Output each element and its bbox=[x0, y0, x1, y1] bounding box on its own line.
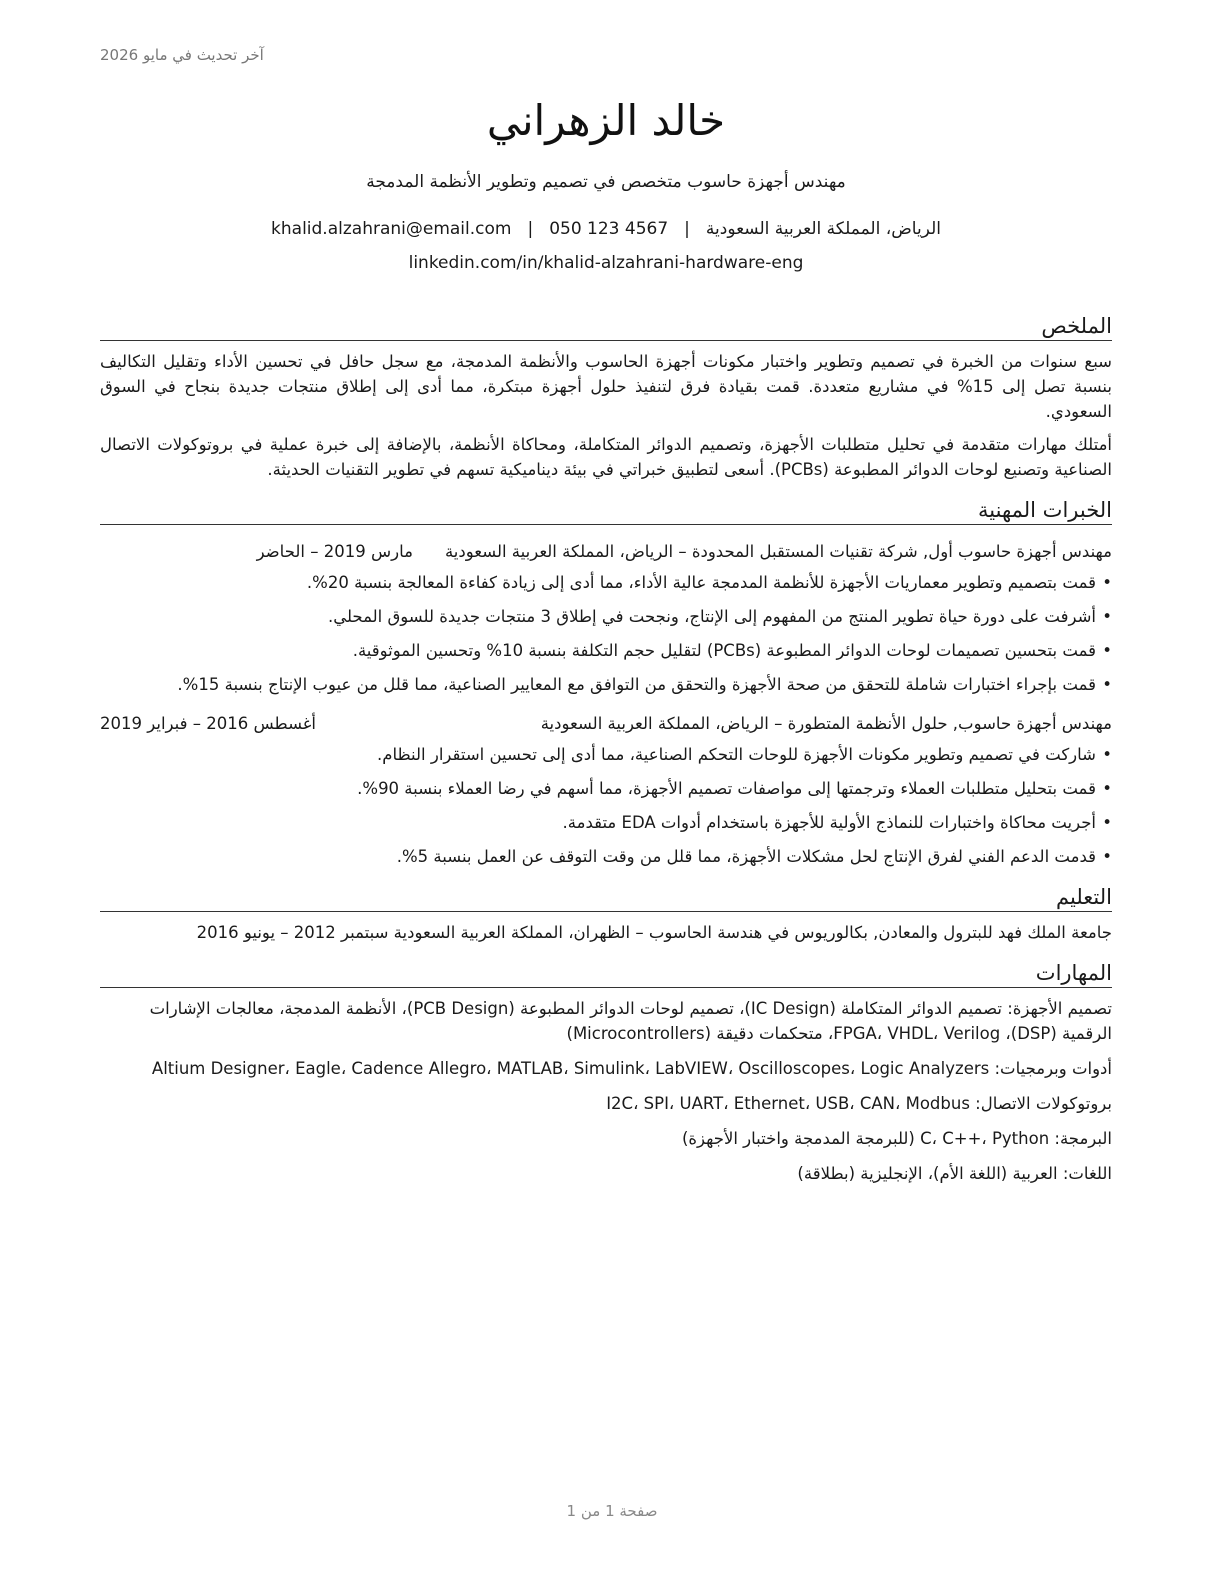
job-bullet: • قدمت الدعم الفني لفرق الإنتاج لحل مشكلات الأجهزة، مما قلل من وقت التوقف عن العمل بنسبة 5%. bbox=[100, 844, 1112, 869]
job-bullet: • قمت بتصميم وتطوير معماريات الأجهزة للأنظمة المدمجة عالية الأداء، مما أدى إلى زيادة كفاءة المعالجة بنسبة 20%. bbox=[100, 570, 1112, 595]
education-section bbox=[100, 883, 1112, 945]
job-bullet: • قمت بتحسين تصميمات لوحات الدوائر المطبوعة (PCBs) لتقليل حجم التكلفة بنسبة 10% وتحسين الموثوقية. bbox=[100, 638, 1112, 663]
job-title-company: مهندس أجهزة حاسوب, حلول الأنظمة المتطورة – الرياض، المملكة العربية السعودية bbox=[540, 714, 1112, 733]
job-dates: مارس 2019 – الحاضر bbox=[256, 542, 413, 561]
skill-line: تصميم الأجهزة: تصميم الدوائر المتكاملة (IC Design)، تصميم لوحات الدوائر المطبوعة (PCB Design)، الأنظمة المدمجة، معالجات الإشارات الرقمية (DSP)، FPGA، VHDL، Verilog، متحكمات دقيقة (Microcontrollers) bbox=[149, 999, 1112, 1043]
experience-section bbox=[100, 496, 1112, 869]
job-bullet: • أجريت محاكاة واختبارات للنماذج الأولية للأجهزة باستخدام أدوات EDA متقدمة. bbox=[100, 810, 1112, 835]
job-bullet: • قمت بتحليل متطلبات العملاء وترجمتها إلى مواصفات تصميم الأجهزة، مما أسهم في رضا العملاء بنسبة 90%. bbox=[100, 776, 1112, 801]
job-bullet: • قمت بإجراء اختبارات شاملة للتحقق من صحة الأجهزة والتحقق من التوافق مع المعايير الصناعية، مما قلل من عيوب الإنتاج بنسبة 15%. bbox=[100, 672, 1112, 697]
job-bullets bbox=[100, 570, 1112, 697]
job-entry bbox=[100, 539, 1112, 697]
skill-line: أدوات وبرمجيات: Altium Designer، Eagle، Cadence Allegro، MATLAB، Simulink، LabVIEW، Oscilloscopes، Logic Analyzers bbox=[151, 1059, 1112, 1078]
contact-location: الرياض، المملكة العربية السعودية bbox=[705, 219, 941, 239]
contact-email[interactable]: khalid.alzahrani@email.com bbox=[271, 219, 512, 239]
contact-phone: 050 123 4567 bbox=[549, 219, 669, 239]
summary-paragraph: أمتلك مهارات متقدمة في تحليل متطلبات الأجهزة، وتصميم الدوائر المتكاملة، ومحاكاة الأنظمة، بالإضافة إلى خبرة عملية في بروتوكولات الاتصال الصناعية وتصنيع لوحات الدوائر المطبوعة (PCBs). أسعى لتطبيق خبراتي في بيئة ديناميكية تسهم في تطوير التقنيات الحديثة. bbox=[100, 435, 1112, 479]
resume-header bbox=[100, 90, 1112, 276]
candidate-name: خالد الزهراني bbox=[486, 96, 726, 145]
job-entry bbox=[100, 711, 1112, 869]
job-bullet: • شاركت في تصميم وتطوير مكونات الأجهزة للوحات التحكم الصناعية، مما أدى إلى تحسين استقرار النظام. bbox=[100, 742, 1112, 767]
last-updated-note: آخر تحديث في مايو 2026 bbox=[100, 46, 264, 64]
contact-linkedin[interactable]: linkedin.com/in/khalid-alzahrani-hardware-eng bbox=[408, 253, 804, 273]
page-number: صفحة 1 من 1 bbox=[566, 1502, 658, 1520]
contact-separator: | bbox=[527, 219, 534, 239]
education-entry: جامعة الملك فهد للبترول والمعادن, بكالوريوس في هندسة الحاسوب – الظهران، المملكة العربية السعودية سبتمبر 2012 – يونيو 2016 bbox=[196, 923, 1112, 942]
job-bullet: • أشرفت على دورة حياة تطوير المنتج من المفهوم إلى الإنتاج، ونجحت في إطلاق 3 منتجات جديدة للسوق المحلي. bbox=[100, 604, 1112, 629]
skills-section bbox=[100, 959, 1112, 1186]
section-heading: الخبرات المهنية bbox=[100, 496, 1112, 525]
job-dates: أغسطس 2016 – فبراير 2019 bbox=[100, 714, 316, 733]
summary-section bbox=[100, 312, 1112, 482]
job-bullets bbox=[100, 742, 1112, 869]
summary-paragraph: سبع سنوات من الخبرة في تصميم وتطوير واختبار مكونات أجهزة الحاسوب والأنظمة المدمجة، مع سجل حافل في تحسين الأداء وتقليل التكاليف بنسبة تصل إلى 15% في مشاريع متعددة. قمت بقيادة فرق لتنفيذ حلول أجهزة مبتكرة، مما أدى إلى إطلاق منتجات جديدة بنجاح في السوق السعودي. bbox=[100, 352, 1112, 421]
resume-body bbox=[100, 312, 1112, 1200]
contact-separator: | bbox=[684, 219, 690, 239]
job-title-company: مهندس أجهزة حاسوب أول, شركة تقنيات المستقبل المحدودة – الرياض، المملكة العربية السعودية bbox=[444, 542, 1112, 561]
skill-line: بروتوكولات الاتصال: I2C، SPI، UART، Ethernet، USB، CAN، Modbus bbox=[606, 1094, 1112, 1113]
section-heading: الملخص bbox=[100, 312, 1112, 341]
job-header bbox=[100, 539, 1112, 564]
skill-line: اللغات: العربية (اللغة الأم)، الإنجليزية (بطلاقة) bbox=[797, 1164, 1112, 1183]
section-heading: المهارات bbox=[100, 959, 1112, 988]
contact-line bbox=[100, 216, 1112, 242]
job-header bbox=[100, 711, 1112, 736]
skill-line: البرمجة: C، C++، Python (للبرمجة المدمجة واختبار الأجهزة) bbox=[681, 1129, 1112, 1148]
section-heading: التعليم bbox=[100, 883, 1112, 912]
candidate-title: مهندس أجهزة حاسوب متخصص في تصميم وتطوير الأنظمة المدمجة bbox=[366, 172, 846, 192]
